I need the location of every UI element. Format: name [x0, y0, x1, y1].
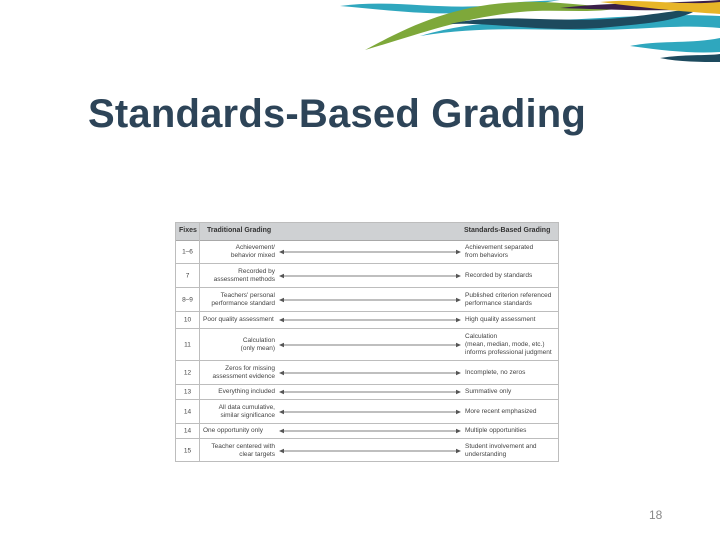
- table-row: [176, 329, 558, 361]
- traditional-grading-cell: All data cumulative, similar significance: [218, 403, 275, 419]
- table-row: [176, 312, 558, 329]
- fix-number: 13: [183, 388, 192, 396]
- standards-based-grading-cell: Multiple opportunities: [465, 427, 527, 434]
- table-row: [176, 439, 558, 463]
- standards-based-grading-cell: Recorded by standards: [465, 271, 533, 279]
- standards-based-grading-cell: High quality assessment: [465, 316, 536, 323]
- traditional-grading-cell: Calculation (only mean): [240, 336, 275, 352]
- table-row: [176, 288, 558, 312]
- standards-based-grading-cell: Summative only: [465, 388, 512, 395]
- table-row: [176, 424, 558, 439]
- fix-number: 15: [183, 447, 192, 455]
- traditional-grading-cell: Teacher centered with clear targets: [211, 443, 275, 458]
- table-row: [176, 264, 558, 288]
- fix-number: 14: [183, 427, 192, 435]
- table-row: [176, 400, 558, 424]
- standards-based-grading-cell: Calculation (mean, median, mode, etc.) informs professional judgment: [465, 332, 552, 356]
- header-fixes: Fixes: [179, 227, 197, 234]
- slide-title: Standards-Based Grading: [88, 92, 587, 136]
- traditional-grading-cell: Teachers' personal performance standard: [211, 291, 275, 307]
- fix-number: 12: [183, 369, 192, 376]
- table-row: [176, 361, 558, 385]
- standards-based-grading-cell: Published criterion referenced performance standards: [465, 291, 552, 307]
- double-arrow-icon: [279, 297, 461, 303]
- standards-based-grading-cell: Incomplete, no zeros: [465, 368, 526, 376]
- double-arrow-icon: [279, 317, 461, 323]
- page-number: 18: [649, 508, 663, 522]
- double-arrow-icon: [279, 428, 461, 434]
- double-arrow-icon: [279, 448, 461, 454]
- standards-based-grading-cell: Student involvement and understanding: [465, 443, 537, 458]
- standards-based-grading-cell: Achievement separated from behaviors: [465, 244, 534, 259]
- wave-dark-lower: [660, 54, 720, 62]
- fix-number: 8–9: [182, 296, 193, 303]
- traditional-grading-cell: One opportunity only: [203, 427, 263, 434]
- decorative-wave-banner: [0, 0, 720, 70]
- grading-comparison-table: [175, 222, 559, 462]
- double-arrow-icon: [279, 249, 461, 255]
- double-arrow-icon: [279, 273, 461, 279]
- double-arrow-icon: [279, 389, 461, 395]
- fix-number: 1–6: [182, 248, 193, 256]
- header-traditional-grading: Traditional Grading: [207, 227, 272, 234]
- traditional-grading-cell: Everything included: [218, 388, 275, 395]
- double-arrow-icon: [279, 342, 461, 348]
- fix-number: 10: [183, 316, 192, 324]
- standards-based-grading-cell: More recent emphasized: [465, 407, 537, 415]
- traditional-grading-cell: Recorded by assessment methods: [213, 267, 275, 283]
- header-standards-based-grading: Standards-Based Grading: [464, 227, 551, 234]
- table-row: [176, 241, 558, 264]
- traditional-grading-cell: Achievement/ behavior mixed: [230, 244, 275, 259]
- table-header: [176, 223, 558, 241]
- double-arrow-icon: [279, 409, 461, 415]
- double-arrow-icon: [279, 370, 461, 376]
- traditional-grading-cell: Zeros for missing assessment evidence: [212, 364, 275, 380]
- traditional-grading-cell: Poor quality assessment: [203, 316, 274, 323]
- fix-number: 7: [185, 272, 190, 279]
- fix-number: 14: [183, 408, 192, 415]
- table-row: [176, 385, 558, 400]
- wave-teal-lower: [630, 38, 720, 53]
- fix-number: 11: [184, 341, 191, 348]
